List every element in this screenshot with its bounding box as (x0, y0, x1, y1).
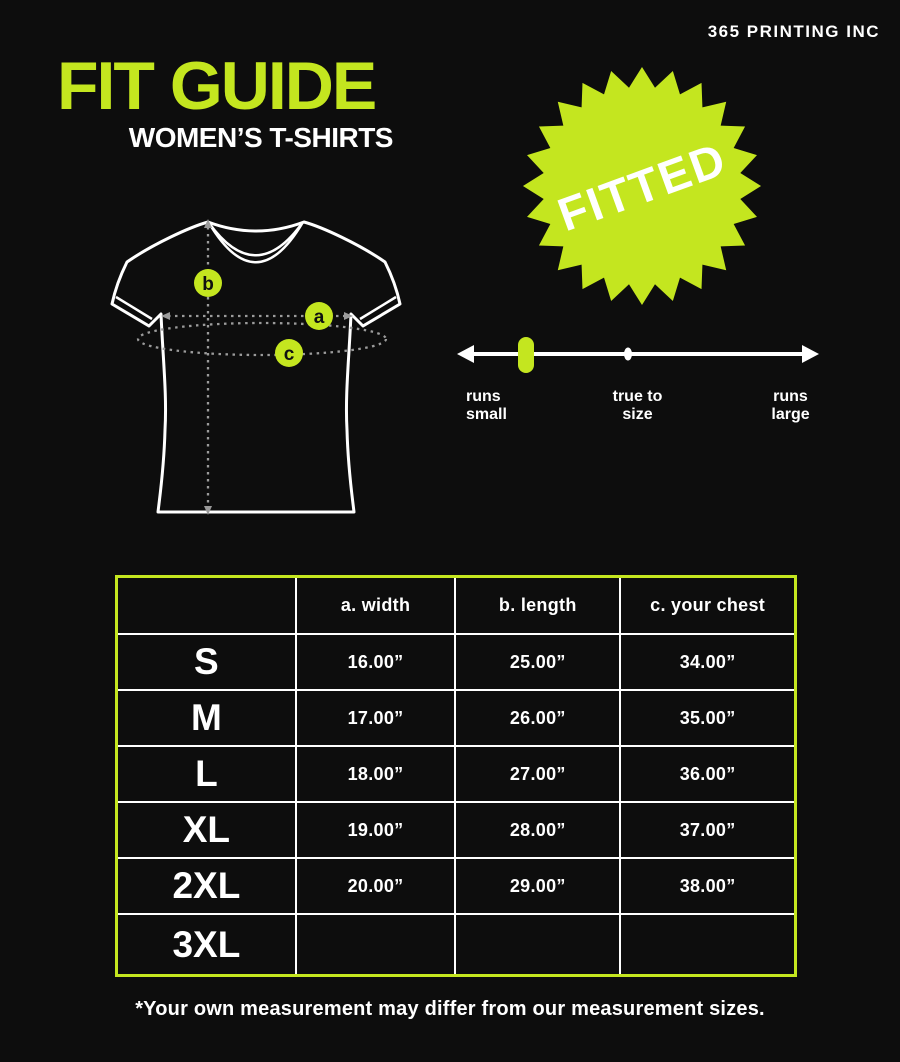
length-value: 27.00” (455, 746, 620, 802)
fit-scale (452, 331, 824, 377)
size-label: XL (118, 802, 296, 858)
scale-center-dot (624, 348, 632, 361)
tshirt-diagram (105, 210, 407, 522)
chest-value: 35.00” (620, 690, 794, 746)
scale-label-runs-small: runs small (466, 388, 507, 423)
scale-arrow-right (802, 345, 819, 363)
page-title: FIT GUIDE (57, 48, 376, 124)
marker-a-label: a (313, 307, 325, 328)
marker-c-label: c (283, 344, 295, 365)
length-value: 25.00” (455, 634, 620, 690)
chest-value: 38.00” (620, 858, 794, 914)
size-label: 2XL (118, 858, 296, 914)
width-value (296, 914, 456, 974)
badge-label: FITTED (551, 132, 734, 242)
table-row (118, 634, 794, 690)
measurement-disclaimer: *Your own measurement may differ from our measurement sizes. (135, 998, 765, 1020)
scale-arrow-left (457, 345, 474, 363)
length-value: 26.00” (455, 690, 620, 746)
width-value: 20.00” (296, 858, 456, 914)
length-value: 28.00” (455, 802, 620, 858)
size-label: S (118, 634, 296, 690)
header-width: a. width (296, 578, 456, 634)
header-chest: c. your chest (620, 578, 794, 634)
width-value: 19.00” (296, 802, 456, 858)
marker-b-label: b (202, 274, 214, 295)
chest-value: 37.00” (620, 802, 794, 858)
table-row (118, 914, 794, 974)
title-block (57, 48, 393, 154)
table-row (118, 690, 794, 746)
table-row (118, 802, 794, 858)
fitted-badge (518, 62, 766, 310)
chest-value: 34.00” (620, 634, 794, 690)
size-label: 3XL (118, 914, 296, 974)
table-row (118, 746, 794, 802)
width-value: 18.00” (296, 746, 456, 802)
size-table-container (115, 575, 797, 977)
table-header-row (118, 578, 794, 634)
size-label: L (118, 746, 296, 802)
tshirt-outline (112, 222, 400, 512)
header-length: b. length (455, 578, 620, 634)
fit-indicator (518, 337, 534, 373)
header-empty-cell (118, 578, 296, 634)
scale-label-runs-large: runs large (771, 388, 810, 423)
size-table (118, 578, 794, 974)
size-label: M (118, 690, 296, 746)
scale-label-true-to-size: true to size (612, 388, 663, 423)
page-subtitle: WOMEN’S T-SHIRTS (128, 122, 393, 153)
chest-value: 36.00” (620, 746, 794, 802)
table-row (118, 858, 794, 914)
width-value: 17.00” (296, 690, 456, 746)
width-value: 16.00” (296, 634, 456, 690)
length-value: 29.00” (455, 858, 620, 914)
chest-value (620, 914, 794, 974)
brand-name: 365 PRINTING INC (707, 22, 880, 41)
length-value (455, 914, 620, 974)
